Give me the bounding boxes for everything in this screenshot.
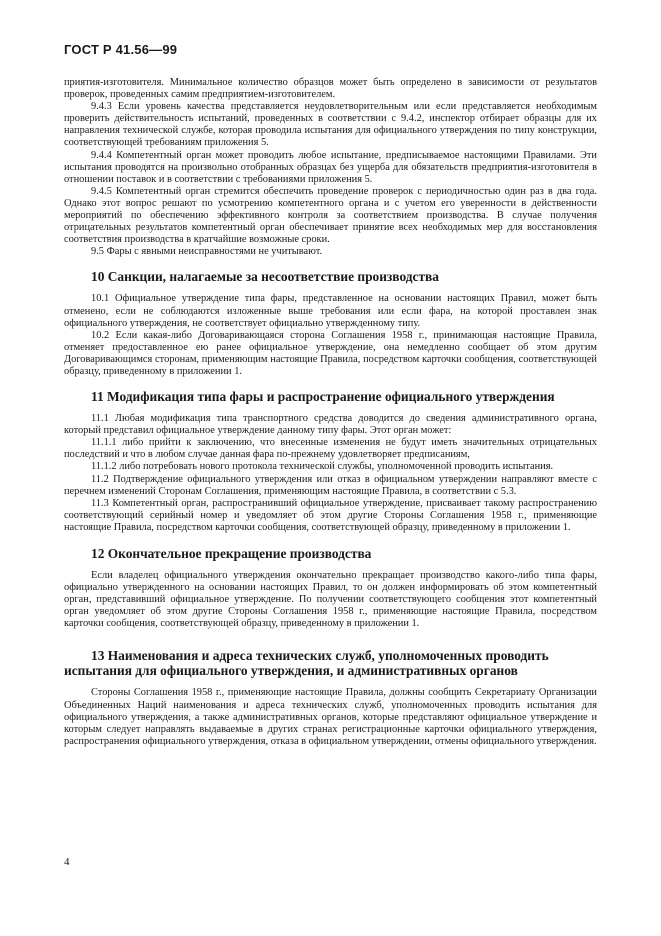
section-13-heading: 13 Наименования и адреса технических служб, уполномоченных проводить испытания для официального утверждения, и административных органов: [64, 648, 549, 679]
paragraph-11-1: 11.1 Любая модификация типа транспортного средства доводится до сведения административного органа, который представил официальное утверждение данному типу фары. Этот орган может:: [64, 413, 597, 437]
standard-id-header: ГОСТ Р 41.56—99: [64, 42, 178, 57]
page-number: 4: [64, 856, 70, 868]
paragraph-13-1: Стороны Соглашения 1958 г., применяющие настоящие Правила, должны сообщить Секретариату Организации Объединенных Наций наименования и адреса технических служб, уполномоченных проводить испытания для официального утверждения, а также административных органов, которые представляют официальное утверждение и которым следует направлять выдаваемые в других странах регистрационные карточки официального утверждения, распространения официального утверждения, отказа в официальном утверждении, отмены официального утверждения.: [64, 687, 597, 747]
paragraph-11-3: 11.3 Компетентный орган, распространивший официальное утверждение, присваивает такому распространению соответствующий серийный номер и уведомляет об этом другие Стороны Соглашения 1958 г., применяющие настоящие Правила, посредством карточки сообщения, соответствующей образцу, приведенному в приложении 1.: [64, 497, 597, 533]
paragraph-11-1-2: 11.1.2 либо потребовать нового протокола технической службы, уполномоченной проводить испытания.: [91, 461, 554, 473]
paragraph-continuation: приятия-изготовителя. Минимальное количество образцов может быть определено в зависимости от результатов проверок, проведенных самим предприятием-изготовителем.: [64, 77, 597, 101]
paragraph-11-1-1: 11.1.1 либо прийти к заключению, что внесенные изменения не будут иметь значительных отрицательных последствий и что в любом случае данная фара по-прежнему удовлетворяет предписаниям,: [64, 437, 597, 461]
paragraph-10-2: 10.2 Если какая-либо Договаривающаяся сторона Соглашения 1958 г., принимающая настоящие Правила, отменяет предоставленное ею ранее официальное утверждение, она немедленно сообщает об этом другим Договаривающимся сторонам, применяющим настоящие Правила, посредством карточки сообщения, соответствующей образцу, приведенному в приложении 1.: [64, 329, 597, 377]
paragraph-12-1: Если владелец официального утверждения окончательно прекращает производство какого-либо типа фары, официально утвержденного на основании настоящих Правил, то он должен информировать об этом компетентный орган, представивший официальное утверждение. По получении соответствующего сообщения этот компетентный орган уведомляет об этом другие Стороны Соглашения 1958 г., применяющие настоящие Правила, посредством карточки сообщения, соответствующей образцу, приведенному в приложении 1.: [64, 570, 597, 630]
paragraph-9-4-5: 9.4.5 Компетентный орган стремится обеспечить проведение проверок с периодичностью один раз в два года. Однако этот вопрос решают по усмотрению компетентного органа и с учетом его уверенности в действенности мероприятий по обеспечению эффективного контроля за соответствием производства. В случае получения отрицательных результатов компетентный орган обеспечивает принятие всех необходимых мер для восстановления соответствия производства в кратчайшие возможные сроки.: [64, 185, 597, 246]
document-body: [64, 77, 597, 748]
section-10-heading: 10 Санкции, налагаемые за несоответствие производства: [91, 269, 439, 285]
section-11-heading: 11 Модификация типа фары и распространение официального утверждения: [91, 389, 555, 405]
paragraph-10-1: 10.1 Официальное утверждение типа фары, представленное на основании настоящих Правил, может быть отменено, если не соблюдаются изложенные выше требования или если фара, на которой проставлен знак официального утверждения, не соответствует официально утвержденному типу.: [64, 293, 597, 329]
paragraph-9-4-3: 9.4.3 Если уровень качества представляется неудовлетворительным или если представляется необходимым проверить действительность испытаний, проведенных в соответствии с 9.4.2, инспектор отбирает образцы для их направления технической службе, которая проводила испытания для официального утверждения по типу конструкции, соответствующей требованиям приложения 5.: [64, 101, 597, 149]
paragraph-11-2: 11.2 Подтверждение официального утверждения или отказ в официальном утверждении направляют вместе с перечнем изменений Сторонам Соглашения, применяющим настоящие Правила, в соответствии с 5.3.: [64, 473, 597, 497]
paragraph-9-4-4: 9.4.4 Компетентный орган может проводить любое испытание, предписываемое настоящими Правилами. Эти испытания проводятся на произвольно отобранных образцах без ущерба для обязательств предприятия-изготовителя в отношении поставок и в соответствии с требованиями приложения 5.: [64, 149, 597, 185]
section-12-heading: 12 Окончательное прекращение производства: [91, 546, 372, 561]
paragraph-9-5: 9.5 Фары с явными неисправностями не учитывают.: [91, 246, 323, 258]
